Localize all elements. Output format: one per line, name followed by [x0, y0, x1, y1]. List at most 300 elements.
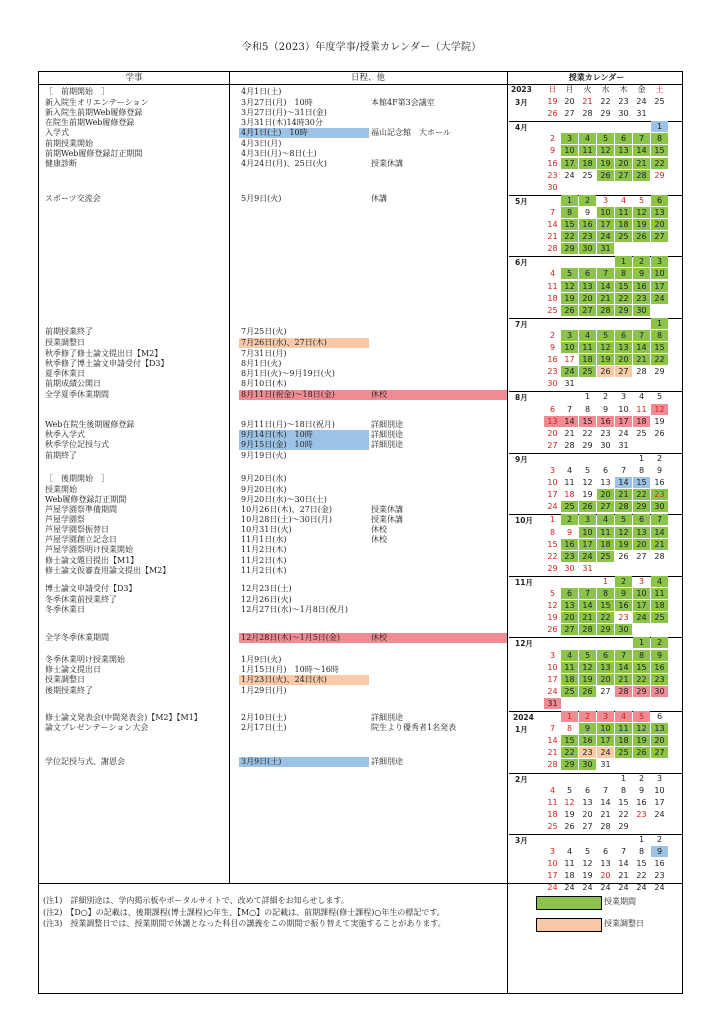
calendar-day: 3: [602, 195, 609, 205]
calendar-day: 22: [582, 428, 593, 438]
calendar-day: 26: [597, 170, 614, 181]
calendar-day: 15: [651, 342, 668, 353]
event-date: 12月23日(土): [241, 584, 292, 593]
calendar-day: 23: [547, 170, 558, 180]
calendar-day: 27: [564, 109, 575, 119]
calendar-day: 28: [582, 109, 593, 119]
calendar-day: 15: [636, 859, 647, 869]
calendar-day: 23: [618, 97, 629, 106]
calendar-day: 5: [549, 589, 556, 598]
calendar-day: 25: [597, 551, 614, 562]
calendar-day: 19: [547, 97, 558, 106]
calendar-day: 30: [651, 501, 668, 512]
calendar-day: 8: [651, 330, 668, 341]
calendar-day: 17: [597, 219, 614, 230]
event-name: スポーツ交流会: [45, 194, 101, 203]
calendar-day: 19: [633, 735, 650, 746]
calendar-day: 16: [547, 158, 558, 168]
calendar-day: 24: [564, 170, 575, 180]
calendar-day: 3: [638, 576, 645, 586]
calendar-day: 11: [651, 588, 668, 599]
event-name: 授業開始: [45, 485, 77, 494]
calendar-day: 13: [600, 859, 611, 869]
calendar-day: 19: [654, 416, 665, 426]
calendar-year-label: 2024: [513, 713, 534, 722]
calendar-day: 29: [597, 624, 614, 635]
calendar-day: 23: [579, 231, 596, 242]
calendar-day: 11: [547, 281, 558, 291]
calendar-day: 31: [582, 563, 593, 573]
calendar-day: 7: [566, 404, 573, 414]
calendar-day: 2: [549, 134, 556, 144]
calendar-day: 23: [600, 428, 611, 438]
calendar-day: 24: [654, 809, 665, 819]
calendar-day: 3: [597, 711, 614, 722]
calendar-day: 27: [651, 231, 668, 242]
calendar-day: 2: [579, 195, 596, 206]
event-name: ［ 前期開始 ］: [45, 87, 109, 96]
calendar-day: 24: [633, 612, 650, 623]
calendar-day: 17: [561, 158, 578, 169]
calendar-day: 30: [633, 305, 650, 316]
event-note: 院生より優秀者1名発表: [371, 723, 457, 732]
calendar-year-label: 2023: [511, 85, 532, 94]
month-label: 3月: [515, 836, 528, 845]
calendar-day: 16: [561, 539, 578, 550]
event-name: Web履修登録訂正期間: [45, 495, 127, 504]
calendar-day: 25: [636, 428, 647, 438]
calendar-day: 15: [597, 600, 614, 611]
event-date: 9月19日(火): [241, 451, 287, 460]
month-label: 12月: [515, 639, 533, 649]
calendar-day: 12: [597, 145, 614, 156]
calendar-day: 21: [633, 158, 650, 169]
calendar-day: 19: [597, 158, 614, 169]
calendar-day: 9: [633, 268, 650, 279]
calendar-day: 25: [547, 821, 558, 831]
calendar-day: 25: [615, 747, 632, 758]
calendar-day: 10: [547, 859, 558, 869]
calendar-day: 19: [582, 490, 593, 500]
event-date: 12月27日(水)～1月8日(祝月): [241, 605, 349, 614]
calendar-day: 24: [564, 883, 575, 893]
calendar-day: 6: [615, 133, 632, 144]
month-label: 7月: [515, 319, 528, 329]
calendar-day: 18: [547, 809, 558, 819]
calendar-day: 12: [547, 601, 558, 611]
calendar-day: 23: [579, 747, 596, 758]
weekday-label: 木: [619, 85, 628, 94]
calendar-day: 7: [597, 268, 614, 279]
calendar-day: 10: [597, 723, 614, 734]
calendar-day: 29: [561, 243, 578, 254]
calendar-day: 10: [618, 404, 629, 414]
calendar-day: 28: [615, 686, 632, 697]
calendar-day: 1: [561, 195, 578, 206]
calendar-day: 13: [651, 723, 668, 734]
calendar-day: 25: [561, 686, 578, 697]
weekday-label: 火: [583, 85, 592, 94]
calendar-day: 17: [547, 490, 558, 500]
calendar-day: 26: [618, 551, 629, 561]
calendar-day: 18: [579, 158, 596, 169]
calendar-day: 20: [615, 354, 632, 365]
calendar-day: 21: [633, 354, 650, 365]
calendar-day: 21: [547, 748, 558, 758]
calendar-day: 29: [600, 109, 611, 119]
calendar-day: 18: [615, 735, 632, 746]
calendar-day: 4: [566, 466, 573, 475]
calendar-day: 15: [561, 219, 578, 230]
event-note: 詳細別途: [371, 440, 403, 449]
calendar-day: 6: [602, 847, 609, 857]
calendar-day: 1: [620, 773, 627, 783]
event-date: 2月17日(土): [241, 723, 287, 732]
calendar-day: 12: [651, 404, 668, 415]
calendar-day: 17: [597, 735, 614, 746]
calendar-day: 6: [615, 330, 632, 341]
event-date: 1月9日(火): [241, 655, 282, 664]
calendar-day: 29: [633, 501, 650, 512]
schedule-frame: [38, 71, 683, 893]
legend-adjust-day-label: 授業調整日: [604, 919, 644, 928]
event-name: 授業調整日: [45, 675, 85, 684]
calendar-day: 19: [547, 613, 558, 623]
calendar-day: 28: [579, 624, 596, 635]
calendar-day: 11: [579, 145, 596, 156]
col-divider: [507, 72, 508, 883]
event-name: 修士論文仮審査用論文提出【M2】: [45, 566, 171, 575]
calendar-day: 27: [651, 747, 668, 758]
calendar-day: 4: [638, 392, 645, 402]
calendar-day: 22: [615, 293, 632, 304]
calendar-day: 27: [615, 366, 632, 377]
calendar-day: 5: [597, 330, 614, 341]
event-note: 詳細別途: [371, 713, 403, 722]
calendar-day: 30: [615, 624, 632, 635]
calendar-day: 21: [579, 612, 596, 623]
calendar-day: 10: [579, 527, 596, 538]
event-date: 3月31日(木)14時30分: [241, 118, 323, 127]
calendar-day: 2: [615, 576, 632, 587]
calendar-day: 3: [651, 256, 668, 267]
calendar-day: 9: [566, 527, 573, 537]
calendar-day: 24: [547, 686, 558, 696]
calendar-day: 5: [638, 195, 645, 205]
calendar-day: 20: [597, 674, 614, 685]
calendar-day: 22: [633, 674, 650, 685]
calendar-day: 25: [579, 366, 596, 377]
calendar-day: 30: [547, 379, 558, 389]
calendar-day: 24: [636, 883, 647, 893]
calendar-day: 31: [544, 698, 561, 709]
calendar-day: 4: [651, 576, 668, 587]
calendar-day: 22: [561, 231, 578, 242]
calendar-day: 22: [597, 612, 614, 623]
event-note: 授業休講: [371, 515, 403, 524]
calendar-day: 21: [615, 489, 632, 500]
calendar-day: 5: [633, 711, 650, 722]
calendar-day: 26: [579, 686, 596, 697]
event-name: 前期Web履修登録訂正期間: [45, 149, 143, 158]
calendar-day: 15: [579, 416, 596, 427]
calendar-day: 5: [566, 785, 573, 795]
month-label: 8月: [515, 393, 528, 403]
event-name: 冬季休業前授業終了: [45, 595, 117, 604]
event-name: 修士論文題目提出【M1】: [45, 556, 139, 565]
calendar-day: 28: [636, 367, 647, 377]
calendar-day: 29: [618, 821, 629, 831]
event-date: 9月14日(木) 10時: [241, 430, 313, 439]
calendar-day: 26: [561, 305, 578, 316]
calendar-day: 6: [584, 785, 591, 795]
legend-class-period-swatch: [536, 896, 602, 910]
notes-box: [38, 884, 683, 994]
calendar-day: 7: [620, 847, 627, 857]
calendar-day: 30: [579, 243, 596, 254]
calendar-day: 26: [654, 428, 665, 438]
calendar-day: 2: [579, 711, 596, 722]
calendar-day: 31: [636, 109, 647, 119]
calendar-day: 17: [654, 797, 665, 807]
calendar-day: 28: [597, 305, 614, 316]
event-name: 秋季修了修士論文提出日【M2】: [45, 349, 163, 358]
event-name: 全学夏季休業期間: [45, 390, 109, 399]
event-date: 3月9日(土): [241, 757, 282, 766]
event-name: 芦屋学園祭明け授業開始: [45, 545, 133, 554]
event-name: 博士論文申請受付【D3】: [45, 584, 137, 593]
header-schedule: 日程、他: [350, 73, 385, 83]
event-note: 休校: [371, 525, 387, 534]
calendar-day: 18: [597, 539, 614, 550]
calendar-day: 26: [597, 366, 614, 377]
calendar-day: 7: [579, 588, 596, 599]
calendar-day: 17: [615, 416, 632, 427]
calendar-day: 22: [633, 489, 650, 500]
calendar-day: 16: [651, 662, 668, 673]
note-2: (注2) 【D○】の記載は、後期課程(博士課程)○年生、【M○】の記載は、前期課程(修士課程)○年生の標記です。: [43, 908, 445, 917]
event-note: 本館4F第3会議室: [371, 98, 435, 107]
calendar-day: 1: [651, 318, 668, 329]
calendar-day: 12: [582, 859, 593, 869]
event-date: 8月1日(火)～9月19日(火): [241, 369, 335, 378]
calendar-day: 2: [602, 392, 609, 402]
calendar-day: 19: [582, 871, 593, 881]
month-label: 3月: [515, 98, 528, 107]
event-note: 福山記念館 大ホール: [371, 128, 451, 137]
calendar-day: 13: [544, 416, 561, 427]
calendar-day: 8: [584, 404, 591, 414]
calendar-day: 14: [633, 145, 650, 156]
calendar-day: 13: [561, 600, 578, 611]
calendar-day: 2: [633, 256, 650, 267]
calendar-day: 25: [615, 231, 632, 242]
calendar-day: 13: [633, 527, 650, 538]
month-label: 11月: [515, 577, 533, 587]
calendar-day: 15: [633, 477, 650, 488]
calendar-day: 28: [600, 821, 611, 831]
event-name: 芦屋学園創立記念日: [45, 535, 117, 544]
calendar-day: 29: [561, 759, 578, 770]
calendar-day: 11: [579, 342, 596, 353]
calendar-day: 24: [597, 747, 614, 758]
header-calendar: 授業カレンダー: [568, 73, 625, 82]
calendar-day: 12: [615, 527, 632, 538]
calendar-day: 1: [602, 576, 609, 586]
calendar-day: 31: [618, 440, 629, 450]
note-1: (注1) 詳細別途は、学内掲示板やポータルサイトで、改めて詳細をお知らせします。: [43, 896, 349, 905]
calendar-day: 14: [547, 736, 558, 746]
calendar-day: 6: [561, 588, 578, 599]
calendar-day: 7: [549, 724, 556, 734]
calendar-day: 30: [600, 440, 611, 450]
event-date: 9月20日(水)～30日(土): [241, 495, 327, 504]
event-name: 秋季入学式: [45, 430, 85, 439]
calendar-day: 21: [564, 428, 575, 438]
calendar-day: 27: [561, 624, 578, 635]
calendar-day: 2: [561, 514, 578, 525]
calendar-day: 8: [566, 724, 573, 734]
calendar-day: 8: [615, 268, 632, 279]
calendar-day: 11: [564, 478, 575, 488]
calendar-day: 1: [651, 121, 668, 132]
calendar-day: 22: [651, 354, 668, 365]
calendar-day: 26: [564, 821, 575, 831]
calendar-day: 24: [636, 97, 647, 106]
calendar-day: 25: [547, 305, 558, 315]
calendar-day: 25: [582, 170, 593, 180]
calendar-day: 11: [564, 859, 575, 869]
calendar-day: 31: [600, 760, 611, 770]
event-name: 前期授業終了: [45, 327, 93, 336]
event-date: 8月11日(祝金)～18日(金): [241, 390, 335, 399]
calendar-day: 21: [597, 293, 614, 304]
calendar-day: 20: [600, 871, 611, 881]
calendar-day: 21: [618, 871, 629, 881]
event-name: 秋季修了博士論文申請受付【D3】: [45, 359, 169, 368]
event-date: 7月31日(月): [241, 349, 287, 358]
calendar-day: 28: [564, 440, 575, 450]
calendar-day: 17: [547, 674, 558, 684]
calendar-day: 18: [579, 354, 596, 365]
event-name: 修士論文提出日: [45, 665, 101, 674]
calendar-day: 4: [620, 195, 627, 205]
calendar-day: 16: [597, 416, 614, 427]
event-date: 9月11日(月)～18日(祝月): [241, 420, 335, 429]
calendar-day: 13: [579, 281, 596, 292]
calendar-day: 18: [564, 490, 575, 500]
calendar-day: 7: [651, 514, 668, 525]
calendar-day: 23: [633, 293, 650, 304]
event-date: 10月31日(火): [241, 525, 292, 534]
calendar-day: 25: [654, 97, 665, 106]
calendar-day: 30: [564, 563, 575, 573]
event-note: 詳細別途: [371, 420, 403, 429]
calendar-day: 29: [654, 367, 665, 377]
calendar-day: 3: [561, 133, 578, 144]
calendar-day: 1: [549, 515, 556, 525]
calendar-day: 5: [615, 514, 632, 525]
calendar-day: 15: [561, 735, 578, 746]
calendar-day: 14: [651, 527, 668, 538]
calendar-day: 17: [633, 600, 650, 611]
event-date: 10月26日(木)、27日(金): [241, 505, 333, 514]
event-date: 1月29日(月): [241, 686, 287, 695]
calendar-day: 23: [561, 551, 578, 562]
calendar-day: 19: [579, 674, 596, 685]
calendar-day: 24: [618, 428, 629, 438]
calendar-day: 23: [651, 674, 668, 685]
event-date: 9月20日(水): [241, 474, 287, 483]
calendar-day: 14: [547, 220, 558, 229]
calendar-day: 20: [651, 735, 668, 746]
calendar-day: 22: [636, 871, 647, 881]
calendar-day: 19: [597, 354, 614, 365]
calendar-day: 13: [651, 207, 668, 218]
calendar-day: 24: [561, 366, 578, 377]
calendar-day: 22: [651, 158, 668, 169]
event-name: 新入院生オリエンテーション: [45, 98, 149, 107]
calendar-day: 10: [561, 342, 578, 353]
calendar-day: 29: [633, 686, 650, 697]
weekday-label: 土: [655, 85, 664, 94]
calendar-day: 21: [582, 97, 593, 106]
calendar-day: 26: [579, 501, 596, 512]
calendar-day: 11: [561, 662, 578, 673]
event-date: 9月15日(金) 10時: [241, 440, 313, 449]
event-date: 7月25日(火): [241, 327, 287, 336]
event-date: 8月1日(火): [241, 359, 282, 368]
calendar-day: 9: [579, 723, 596, 734]
calendar-day: 7: [620, 466, 627, 475]
calendar-day: 16: [615, 600, 632, 611]
event-note: 詳細別途: [371, 757, 403, 766]
calendar-day: 10: [561, 145, 578, 156]
calendar-day: 23: [636, 809, 647, 819]
calendar-day: 27: [600, 686, 611, 696]
calendar-day: 12: [564, 797, 575, 807]
calendar-day: 7: [633, 330, 650, 341]
calendar-day: 28: [654, 551, 665, 561]
calendar-day: 24: [547, 502, 558, 512]
col-divider: [229, 72, 230, 883]
calendar-day: 1: [561, 711, 578, 722]
calendar-day: 17: [547, 871, 558, 881]
calendar-day: 8: [633, 650, 650, 661]
calendar-day: 5: [584, 466, 591, 475]
calendar-day: 12: [633, 723, 650, 734]
calendar-day: 1: [638, 453, 645, 463]
event-note: 授業休講: [371, 505, 403, 514]
calendar-day: 15: [651, 145, 668, 156]
event-note: 休講: [371, 194, 387, 203]
calendar-day: 19: [561, 293, 578, 304]
event-date: 7月26日(水)、27日(木): [241, 338, 327, 347]
weekday-label: 日: [548, 85, 557, 94]
calendar-day: 12: [579, 662, 596, 673]
calendar-day: 24: [597, 231, 614, 242]
event-date: 12月28日(木)～1月5日(金): [241, 633, 341, 642]
weekday-label: 水: [601, 85, 610, 94]
calendar-day: 9: [651, 650, 668, 661]
calendar-day: 14: [633, 342, 650, 353]
calendar-day: 15: [615, 281, 632, 292]
calendar-day: 5: [561, 268, 578, 279]
event-name: 論文プレゼンテーション大会: [45, 723, 149, 732]
calendar-day: 2: [638, 773, 645, 783]
calendar-day: 16: [636, 797, 647, 807]
calendar-day: 7: [549, 207, 556, 217]
